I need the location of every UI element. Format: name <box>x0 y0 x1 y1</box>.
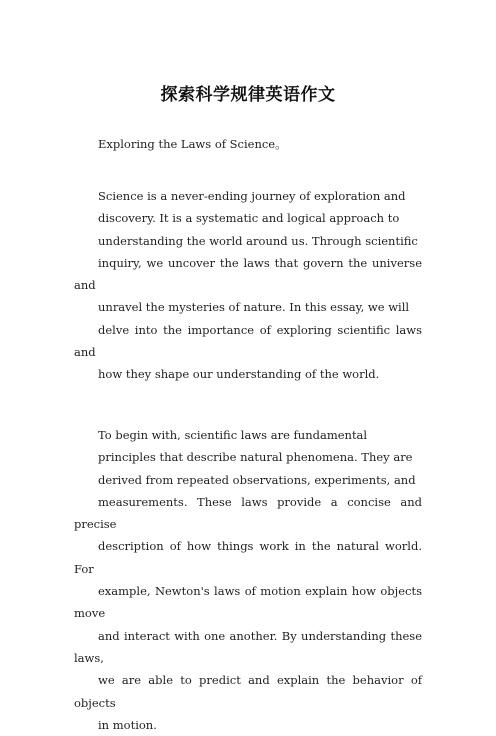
paragraph-line: derived from repeated observations, experiments, and <box>98 472 416 487</box>
paragraph-line: example, Newton's laws of motion explain how objects move <box>74 584 422 621</box>
paragraph-line: inquiry, we uncover the laws that govern the universe and <box>74 255 422 293</box>
paragraph-line: and interact with one another. By understanding these laws, <box>74 628 422 665</box>
paragraph-line: in motion. <box>98 717 157 732</box>
paragraph-line: measurements. These laws provide a concise and precise <box>74 494 422 532</box>
paragraph-line: unravel the mysteries of nature. In this essay, we will <box>98 300 410 315</box>
paragraph-line: description of how things work in the natural world. For <box>74 539 422 576</box>
paragraph-line: we are able to predict and explain the behavior of objects <box>74 673 422 710</box>
paragraph-line: understanding the world around us. Through scientific <box>98 233 418 248</box>
paragraph-line: To begin with, scientific laws are fundamental <box>98 428 368 442</box>
paragraph-line: delve into the importance of exploring scientific laws and <box>74 322 422 360</box>
essay-subtitle: Exploring the Laws of Science。 <box>98 137 287 151</box>
paragraph-1 <box>74 185 422 386</box>
paragraph-line: Science is a never-ending journey of exploration and <box>98 189 406 203</box>
document-title: 探索科学规律英语作文 <box>160 85 336 105</box>
paragraph-line: discovery. It is a systematic and logical approach to <box>98 211 400 226</box>
paragraph-line: principles that describe natural phenomena. They are <box>98 450 413 465</box>
paragraph-2 <box>74 424 422 736</box>
paragraph-line: how they shape our understanding of the world. <box>98 367 380 382</box>
